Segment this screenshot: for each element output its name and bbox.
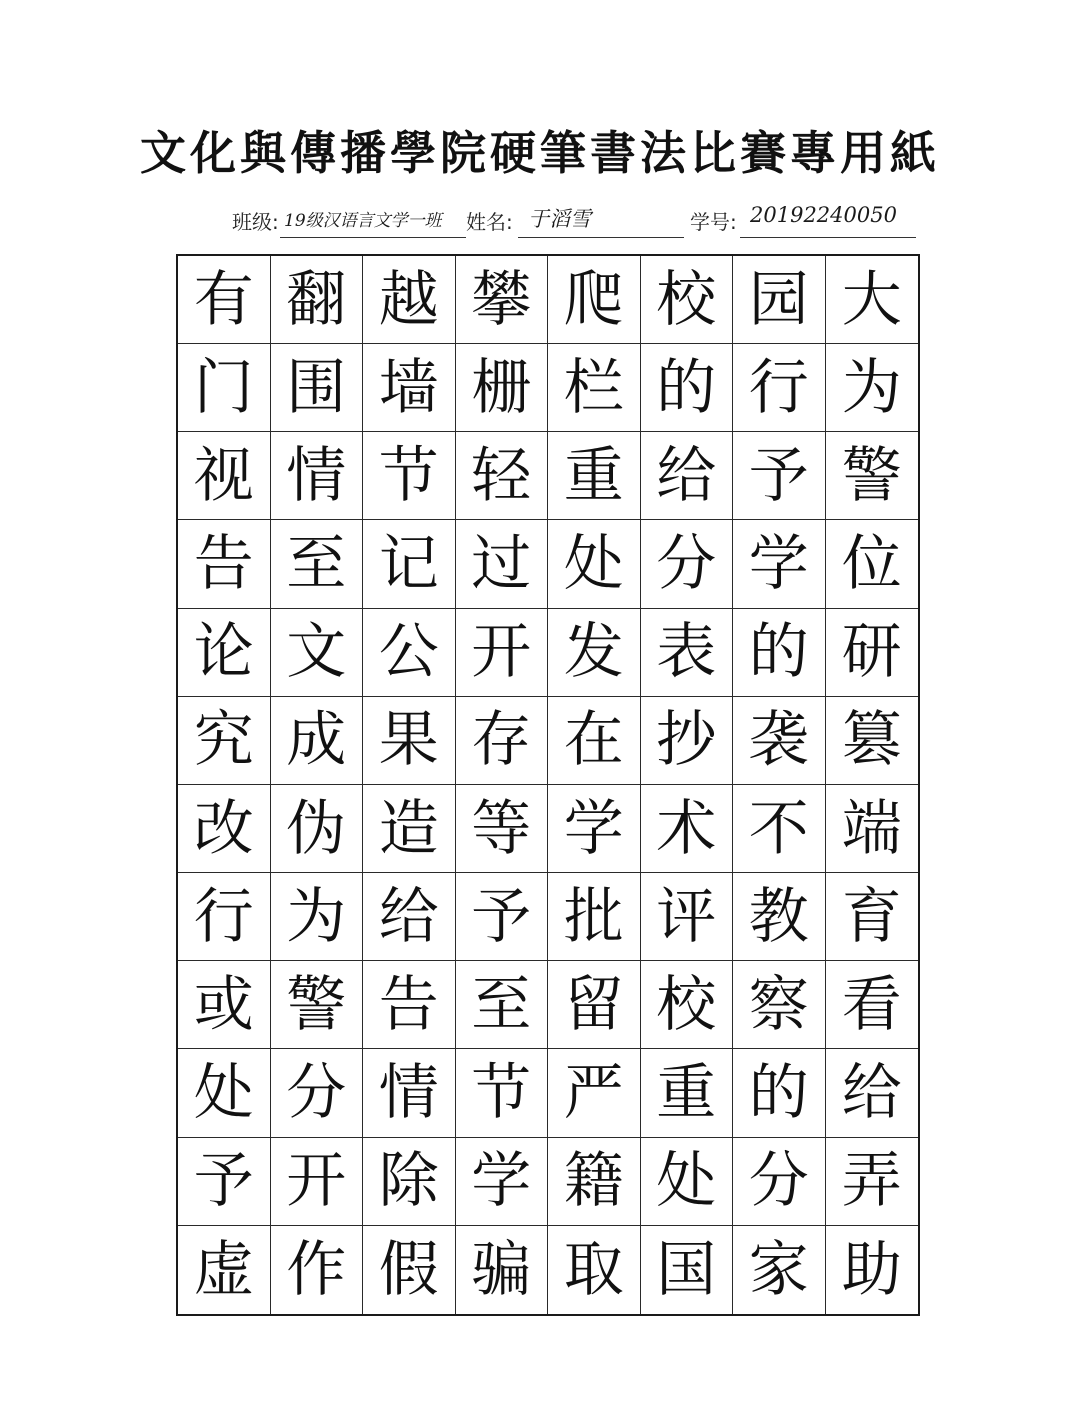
grid-cell-character: 作 — [271, 1226, 364, 1314]
grid-cell-character: 给 — [363, 873, 456, 961]
grid-cell-character: 行 — [178, 873, 271, 961]
grid-cell-character: 重 — [641, 1049, 734, 1137]
grid-cell-character: 等 — [456, 785, 549, 873]
grid-cell-character: 节 — [363, 432, 456, 520]
grid-cell-character: 给 — [641, 432, 734, 520]
grid-cell-character: 门 — [178, 344, 271, 432]
grid-cell-character: 分 — [641, 520, 734, 608]
grid-cell-character: 假 — [363, 1226, 456, 1314]
grid-cell-character: 围 — [271, 344, 364, 432]
grid-cell-character: 重 — [548, 432, 641, 520]
grid-cell-character: 位 — [826, 520, 919, 608]
student-info-row — [0, 194, 1080, 242]
grid-cell-character: 越 — [363, 256, 456, 344]
grid-cell-character: 家 — [733, 1226, 826, 1314]
grid-cell-character: 栅 — [456, 344, 549, 432]
grid-cell-character: 取 — [548, 1226, 641, 1314]
page-title: 文化與傳播學院硬筆書法比賽專用紙 — [140, 126, 940, 180]
grid-cell-character: 攀 — [456, 256, 549, 344]
grid-cell-character: 至 — [456, 961, 549, 1049]
grid-cell-character: 校 — [641, 961, 734, 1049]
grid-cell-character: 予 — [733, 432, 826, 520]
grid-cell-character: 抄 — [641, 697, 734, 785]
grid-cell-character: 告 — [178, 520, 271, 608]
grid-cell-character: 处 — [548, 520, 641, 608]
grid-cell-character: 在 — [548, 697, 641, 785]
grid-cell-character: 骗 — [456, 1226, 549, 1314]
grid-cell-character: 情 — [271, 432, 364, 520]
grid-cell-character: 文 — [271, 609, 364, 697]
grid-cell-character: 分 — [271, 1049, 364, 1137]
grid-cell-character: 视 — [178, 432, 271, 520]
grid-cell-character: 术 — [641, 785, 734, 873]
grid-cell-character: 开 — [271, 1138, 364, 1226]
name-label: 姓名: — [466, 210, 513, 234]
grid-cell-character: 察 — [733, 961, 826, 1049]
grid-cell-character: 留 — [548, 961, 641, 1049]
grid-cell-character: 公 — [363, 609, 456, 697]
grid-cell-character: 给 — [826, 1049, 919, 1137]
grid-cell-character: 园 — [733, 256, 826, 344]
grid-cell-character: 国 — [641, 1226, 734, 1314]
grid-cell-character: 不 — [733, 785, 826, 873]
grid-cell-character: 助 — [841, 1234, 902, 1305]
student-id-field — [0, 194, 1080, 242]
grid-cell-character: 或 — [178, 961, 271, 1049]
grid-cell-character: 学 — [456, 1138, 549, 1226]
student-id-label: 学号: — [690, 210, 737, 234]
class-label: 班级: — [232, 210, 279, 234]
grid-cell-character: 改 — [178, 785, 271, 873]
grid-cell-character: 育 — [826, 873, 919, 961]
grid-cell-character: 学 — [733, 520, 826, 608]
calligraphy-practice-grid — [176, 254, 920, 1316]
grid-cell-character: 予 — [178, 1138, 271, 1226]
grid-cell-character: 的 — [733, 1049, 826, 1137]
grid-cell-character: 研 — [826, 609, 919, 697]
grid-cell-character: 予 — [456, 873, 549, 961]
grid-cell-character: 评 — [641, 873, 734, 961]
grid-cell-character: 端 — [826, 785, 919, 873]
grid-cell-character: 栏 — [548, 344, 641, 432]
student-id-underline — [740, 237, 916, 238]
grid-cell-character: 墙 — [363, 344, 456, 432]
name-value: 于滔雪 — [528, 207, 591, 231]
grid-cell-character: 教 — [733, 873, 826, 961]
grid-cell-character: 存 — [456, 697, 549, 785]
grid-cell-character: 翻 — [271, 256, 364, 344]
grid-cell-character: 伪 — [271, 785, 364, 873]
grid-cell-character: 行 — [733, 344, 826, 432]
grid-cell-character: 警 — [826, 432, 919, 520]
grid-cell-character: 篡 — [826, 697, 919, 785]
grid-cell-character: 有 — [178, 256, 271, 344]
grid-cell-character: 的 — [641, 344, 734, 432]
grid-cell-character: 记 — [363, 520, 456, 608]
grid-cell-character: 的 — [733, 609, 826, 697]
grid-cell-character: 批 — [548, 873, 641, 961]
grid-cell-character: 告 — [363, 961, 456, 1049]
grid-cell-character: 分 — [733, 1138, 826, 1226]
student-id-value: 20192240050 — [750, 203, 897, 227]
grid-cell-character: 究 — [178, 697, 271, 785]
grid-cell-character: 成 — [271, 697, 364, 785]
class-value: 19级汉语言文学一班 — [284, 211, 442, 231]
grid-cell-character: 果 — [363, 697, 456, 785]
grid-cell-character: 处 — [641, 1138, 734, 1226]
grid-cell-character: 警 — [271, 961, 364, 1049]
grid-cell-character: 轻 — [456, 432, 549, 520]
grid-cell-character: 除 — [363, 1138, 456, 1226]
grid-cell-character: 至 — [271, 520, 364, 608]
grid-cell-character: 为 — [826, 344, 919, 432]
grid-cell-character: 表 — [641, 609, 734, 697]
grid-cell-character: 处 — [178, 1049, 271, 1137]
grid-cell-character: 为 — [271, 873, 364, 961]
grid-cell-character: 弄 — [826, 1138, 919, 1226]
grid-cell-character: 发 — [548, 609, 641, 697]
grid-cell-character: 袭 — [733, 697, 826, 785]
grid-cell-character: 学 — [548, 785, 641, 873]
grid-cell-character: 论 — [178, 609, 271, 697]
grid-cell-character: 开 — [456, 609, 549, 697]
grid-cell-character: 严 — [548, 1049, 641, 1137]
grid-cell-character: 情 — [363, 1049, 456, 1137]
grid-cell-character: 看 — [826, 961, 919, 1049]
grid-cell-character: 节 — [456, 1049, 549, 1137]
grid-cell-character: 校 — [641, 256, 734, 344]
grid-cell-character: 虚 — [178, 1226, 271, 1314]
grid-cell-character: 爬 — [548, 256, 641, 344]
grid-cell-character: 过 — [456, 520, 549, 608]
grid-cell-character: 造 — [363, 785, 456, 873]
grid-cell-character: 籍 — [548, 1138, 641, 1226]
grid-cell-character: 大 — [826, 256, 919, 344]
